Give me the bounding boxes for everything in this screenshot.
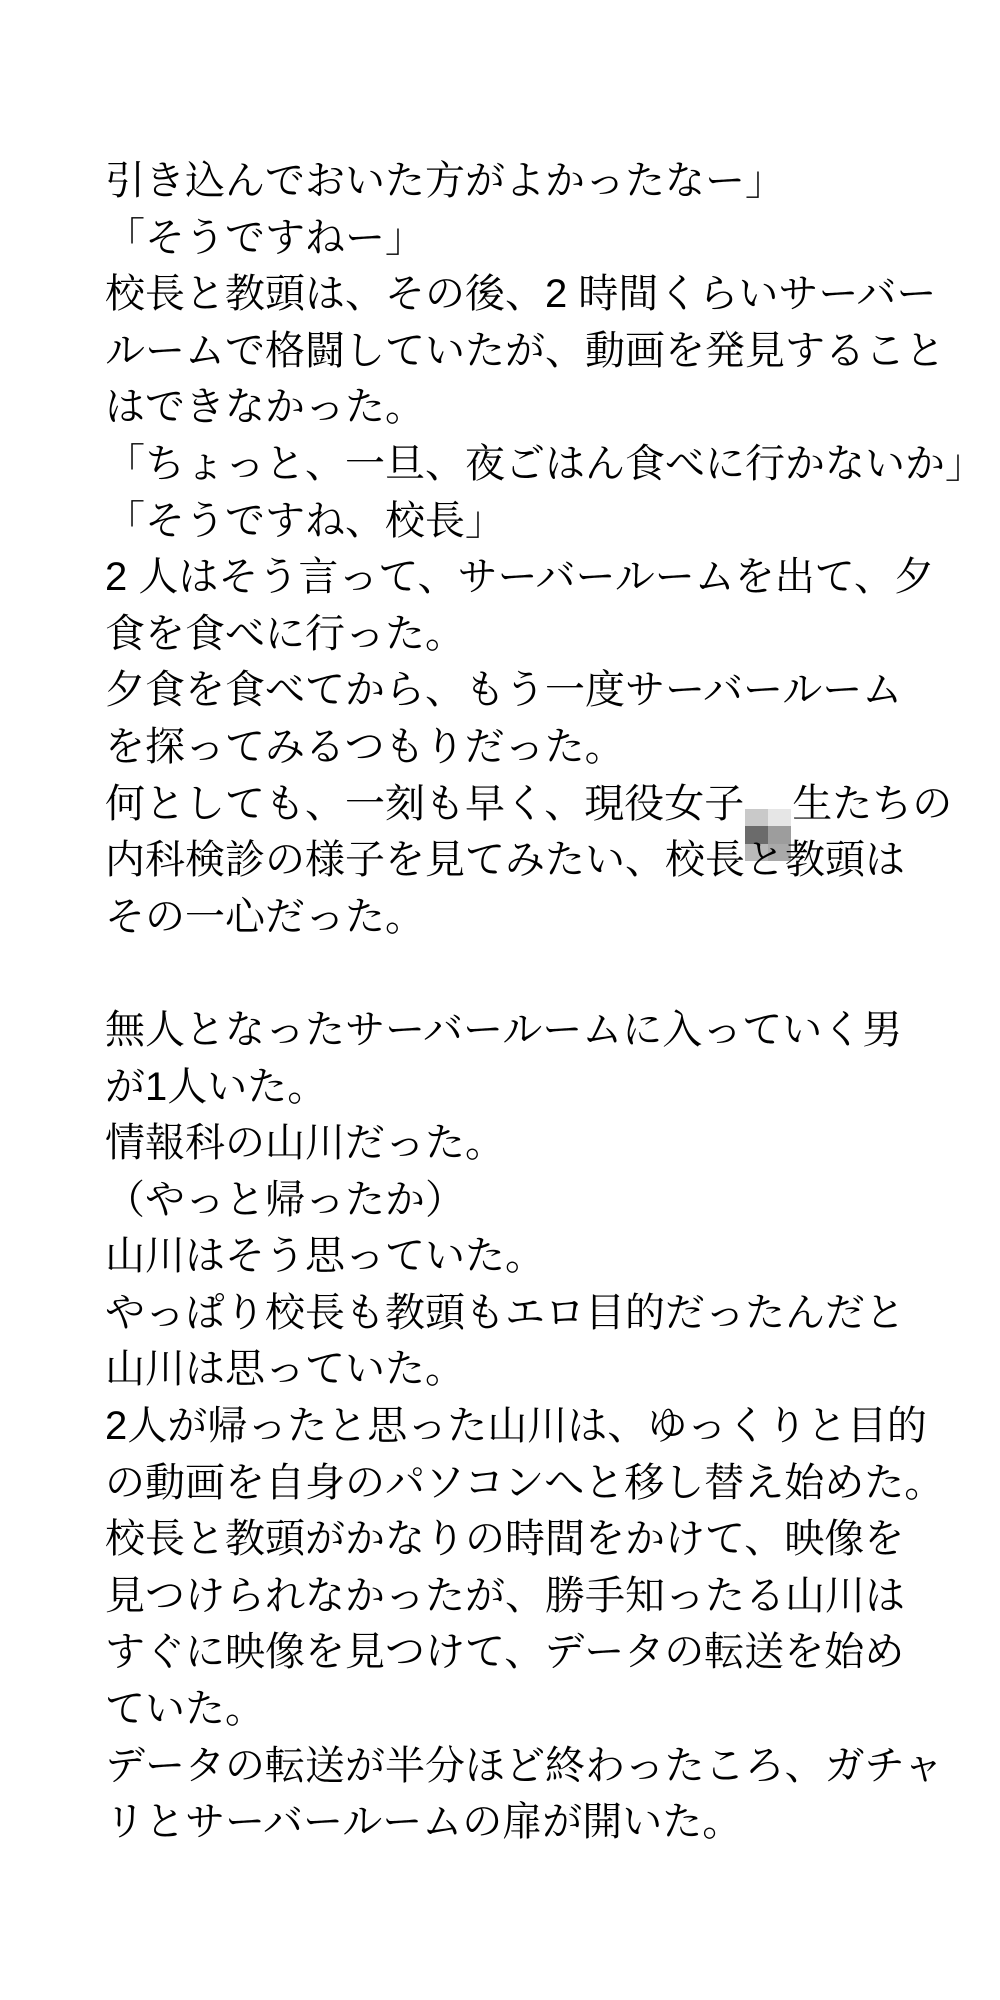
text-line: やっぱり校長も教頭もエロ目的だったんだと (105, 1290, 905, 1335)
text-line: 夕食を食べてから、もう一度サーバールーム (105, 668, 903, 713)
text-line: 食を食べに行った。 (105, 611, 465, 656)
text-line: 内科検診の様子を見てみたい、校長と教頭は (105, 838, 905, 883)
line-segment: 何としても、一刻も早く、現役女子 (105, 781, 745, 826)
text-line: 校長と教頭は、その後、2 時間くらいサーバー (105, 272, 937, 317)
censor-mosaic-cell (745, 809, 768, 826)
text-line: はできなかった。 (105, 385, 425, 430)
text-line: が1人いた。 (105, 1064, 328, 1109)
text-line: その一心だった。 (105, 894, 425, 939)
text-line: を探ってみるつもりだった。 (105, 724, 625, 769)
text-line: の動画を自身のパソコンへと移し替え始めた。 (105, 1460, 945, 1505)
text-line: 2人が帰ったと思った山川は、ゆっくりと目的 (105, 1404, 927, 1449)
text-line: ていた。 (105, 1687, 265, 1732)
text-line: 「そうですねー」 (105, 215, 425, 260)
text-line: リとサーバールームの扉が開いた。 (105, 1800, 743, 1845)
censor-mosaic-cell (768, 809, 791, 826)
text-line: データの転送が半分ほど終わったころ、ガチャ (105, 1743, 944, 1788)
text-line (105, 776, 960, 833)
blank-line (105, 945, 960, 1002)
text-line: （やっと帰ったか） (105, 1177, 465, 1222)
text-line: 2 人はそう言って、サーバールームを出て、夕 (105, 555, 934, 600)
text-line: 「そうですね、校長」 (105, 498, 505, 543)
text-line: 校長と教頭がかなりの時間をかけて、映像を (105, 1517, 905, 1562)
text-line: ルームで格闘していたが、動画を発見すること (105, 328, 945, 373)
text-line: 情報科の山川だった。 (105, 1121, 505, 1166)
text-line: 引き込んでおいた方がよかったなー」 (105, 159, 785, 203)
text-line: 「ちょっと、一旦、夜ごはん食べに行かないか」 (105, 441, 985, 486)
line-segment: 生たちの (792, 781, 953, 826)
text-line: 山川はそう思っていた。 (105, 1234, 545, 1279)
text-line: 見つけられなかったが、勝手知ったる山川は (105, 1573, 905, 1618)
text-line: 無人となったサーバールームに入っていく男 (105, 1007, 903, 1052)
text-line: すぐに映像を見つけて、データの転送を始め (105, 1630, 905, 1675)
story-text-body (105, 153, 985, 1851)
text-line: 山川は思っていた。 (105, 1347, 465, 1392)
